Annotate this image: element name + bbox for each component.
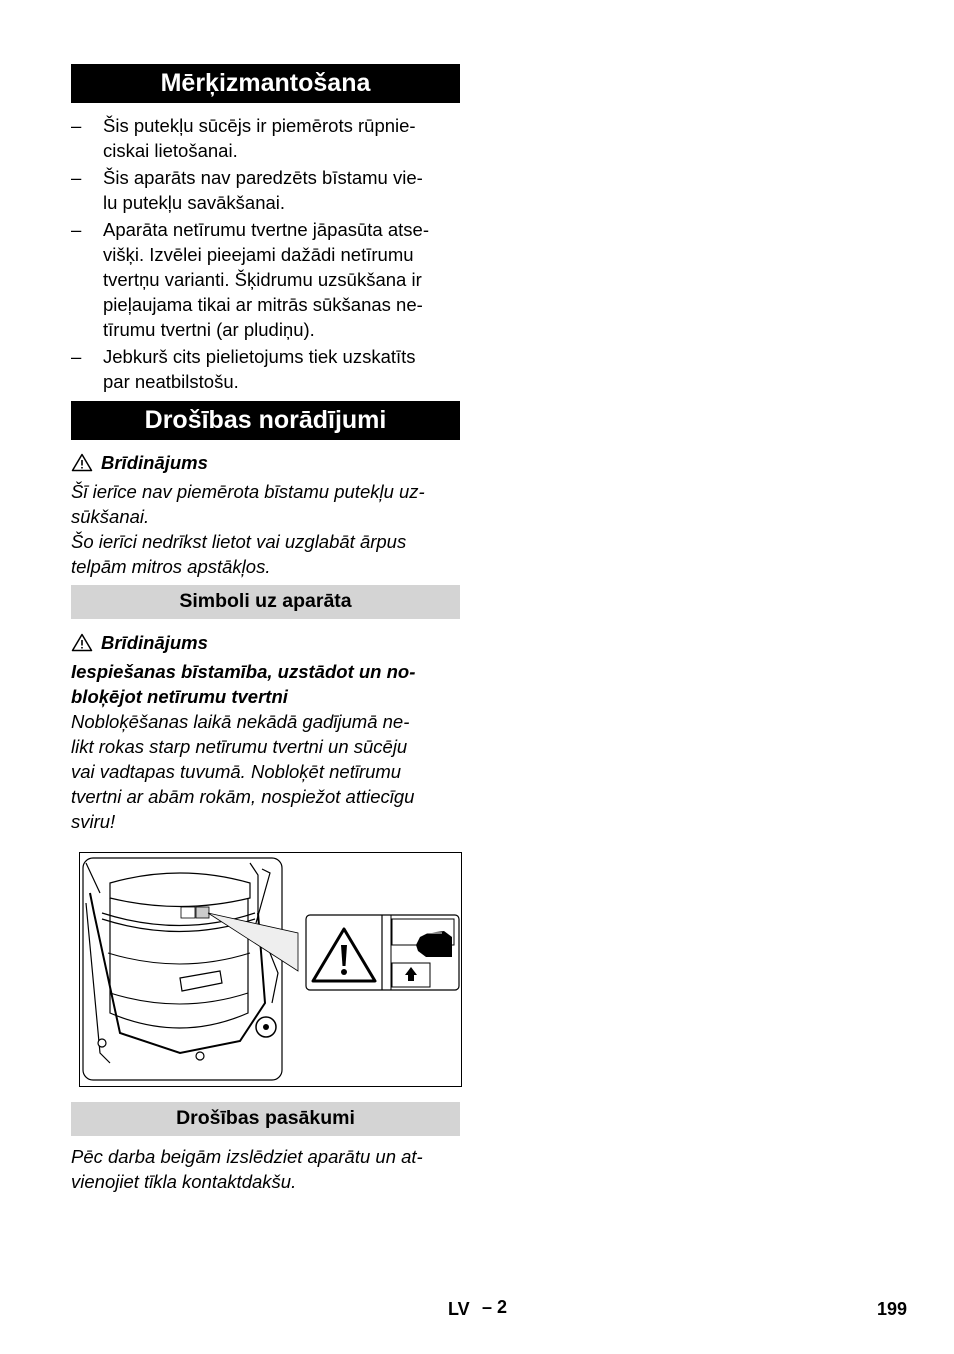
list-item-text: Šis putekļu sūcējs ir piemērots rūpnie- ciskai lietošanai. [103, 115, 416, 161]
dash-bullet: – [71, 115, 82, 136]
list-item [71, 165, 460, 215]
warning-heading [71, 630, 460, 655]
warning-triangle-icon [71, 453, 93, 472]
list-item [71, 217, 460, 342]
section-title-intended-use: Mērķizmantošana [71, 64, 460, 103]
dash-bullet: – [71, 346, 82, 367]
section-title-symbols: Simboli uz aparāta [71, 585, 460, 619]
warning-label: Brīdinājums [101, 452, 208, 473]
list-item [71, 344, 460, 394]
list-item-text: Šis aparāts nav paredzēts bīstamu vie- lu putekļu savākšanai. [103, 167, 423, 213]
safety-measures-text: Pēc darba beigām izslēdziet aparātu un at- vienojiet tīkla kontaktdakšu. [71, 1146, 423, 1192]
list-item-text: Aparāta netīrumu tvertne jāpasūta atse- višķi. Izvēlei pieejami dažādi netīrumu tvertņu varianti. Šķidrumu uzsūkšana ir pieļaujama tikai ar mitrās sūkšanas ne- tīrumu tvertni (ar pludiņu). [103, 219, 429, 340]
intended-use-list [71, 113, 460, 396]
list-item [71, 113, 460, 163]
warning-bold-text: Iespiešanas bīstamība, uzstādot un no- bloķējot netīrumu tvertni [71, 661, 416, 707]
warning-text: Nobloķēšanas laikā nekādā gadījumā ne- likt rokas starp netīrumu tvertni un sūcēju vai vadtapas tuvumā. Nobloķēt netīrumu tvertni ar abām rokām, nospiežot attiecīgu sviru! [71, 711, 415, 832]
warning-label: Brīdinājums [101, 632, 208, 653]
pinch-hazard-illustration [79, 852, 462, 1087]
warning-heading [71, 450, 460, 475]
list-item-text: Jebkurš cits pielietojums tiek uzskatīts par neatbilstošu. [103, 346, 416, 392]
vacuum-drawing [80, 853, 460, 1085]
section-title-safety-measures: Drošības pasākumi [71, 1102, 460, 1136]
dash-bullet: – [71, 167, 82, 188]
dash-bullet: – [71, 219, 82, 240]
footer-language: LV [448, 1299, 470, 1319]
page-number: 199 [877, 1299, 908, 1319]
warning-triangle-icon [71, 633, 93, 652]
footer-page-label: – 2 [482, 1297, 508, 1317]
warning-text: Šī ierīce nav piemērota bīstamu putekļu uz- sūkšanai. Šo ierīci nedrīkst lietot vai uzglabāt ārpus telpām mitros apstākļos. [71, 481, 425, 577]
section-title-safety: Drošības norādījumi [71, 401, 460, 440]
